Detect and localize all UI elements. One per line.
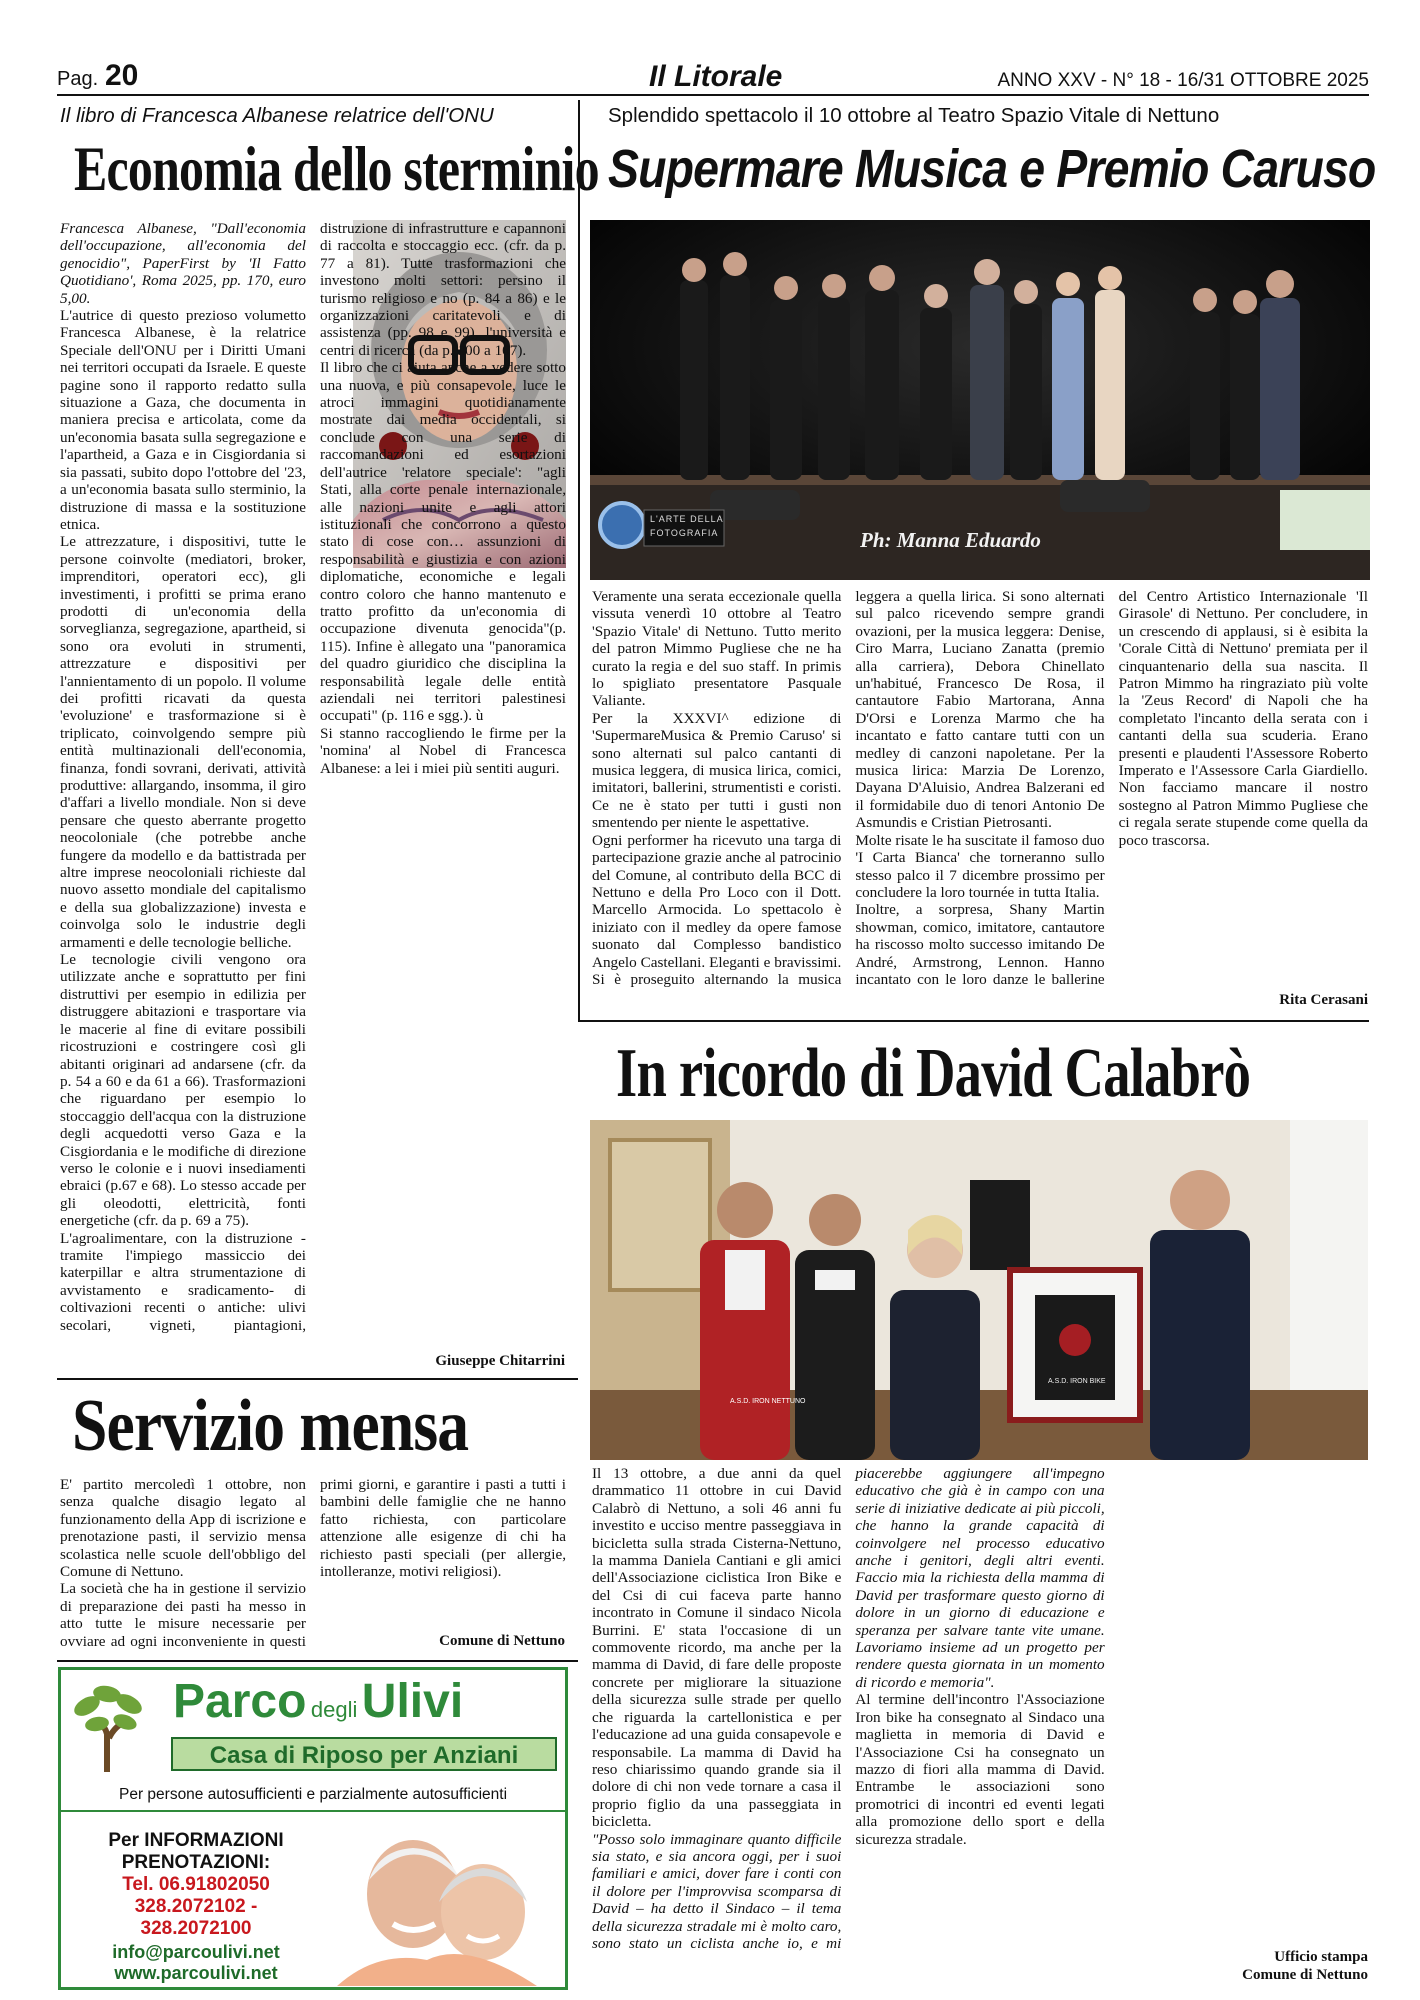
albanese-body: [60, 220, 566, 1350]
calabro-quote: "Posso solo immaginare quanto difficile sia stato, e sia ancora oggi, per i suoi familiari e amici, dover fare i conti con il dolore per l'improvvisa scomparsa di David – ha detto il Sindaco – il tema della sicurezza stradale mi è molto caro, sono stato un ciclista anche io, e mi piacerebbe aggiungere all'impegno educativo che già è in campo con una serie di iniziative dedicate ai più piccoli, che hanno la grande capacità di coinvolgere nel processo educativo anche i genitori, degli altri eventi. Faccio mia la richiesta della mamma di David per trasformare questo giorno di dolore in un giorno di educazione e speranza per salvare tante vite umane. Lavoriamo insieme ad un progetto per rendere questa giornata in un momento di ricordo e memoria".: [592, 1465, 1105, 1952]
ad-subtitle: Casa di Riposo per Anziani: [171, 1737, 557, 1771]
mensa-body: [60, 1476, 566, 1651]
masthead-rule: [57, 94, 1369, 96]
supermare-kicker: Splendido spettacolo il 10 ottobre al Teatro Spazio Vitale di Nettuno: [608, 104, 1220, 127]
ad-brand-word3: Ulivi: [361, 1675, 464, 1728]
ad-mobiles[interactable]: 328.2072102 - 328.2072100: [134, 1896, 258, 1939]
calabro-author-line1: Ufficio stampa: [1274, 1949, 1368, 1965]
calabro-para: Al termine dell'incontro l'Associazione Iron bike ha consegnato al Sindaco una maglietta in memoria di David e l'Associazione Csi ha consegnato un mazzo di fiori alla mamma di David. Entrambe le associazioni sono promotrici di incontri ed eventi legati alla promozione dello sport e della sicurezza stradale.: [855, 1691, 1105, 1848]
calabro-author-line2: Comune di Nettuno: [1242, 1967, 1368, 1983]
column-divider: [578, 100, 580, 1020]
page-number: 20: [105, 59, 139, 92]
photo-logo-line2: FOTOGRAFIA: [650, 528, 719, 538]
supermare-para: Molte risate le ha suscitate il famoso duo 'I Carta Bianca' che torneranno sullo stesso palco il 7 dicembre prossimo per concludere la loro tournée in tutta Italia.: [855, 831, 1105, 901]
mensa-author: Comune di Nettuno: [439, 1633, 565, 1649]
supermare-stage-photo: [590, 220, 1370, 580]
calabro-body: [592, 1465, 1368, 1958]
supermare-para: Per la XXXVI^ edizione di 'SupermareMusica & Premio Caruso' si sono alternati sul palco cantanti di musica leggera, di musica lirica, comici, imitatori, ballerini, strumentisti e coristi. Ce ne è stato per tutti i gusti non smentendo per niente le aspettative.: [592, 709, 842, 832]
calabro-photo: [590, 1120, 1368, 1460]
ad-brand-word1: Parco: [173, 1675, 307, 1728]
ad-info-line2: PRENOTAZIONI:: [121, 1852, 271, 1873]
ad-website[interactable]: www.parcoulivi.net: [114, 1963, 278, 1983]
albanese-para: Le tecnologie civili vengono ora utilizzate anche e soprattutto per fini distruttivi per esempio in edilizia per distruggere abitazioni e trasportare via le macerie al fine di evitare possibili ricostruzioni e costringere così gli abitanti originari ad andarsene (cfr. da p. 54 a 60 e da 61 a 66). Trasformazioni che riguardano per esempio lo stoccaggio dell'acqua con la distruzione degli acquedotti verso Gaza e la Cisgiordania e le modifiche di direzione verso le colonie e i nuovi insediamenti ebraici (p.67 e 68). Lo stesso accade per gli oleodotti, elettricità, fonti energetiche (cfr. da p. 69 a 75).: [60, 951, 306, 1230]
albanese-para: Il libro che ci aiuta anche a vedere sotto una nuova, e più consapevole, luce le atroci immagini quotidianamente mostrate dai media occidentali, si conclude con una serie di raccomandazioni ed esortazioni dell'autrice 'relatore speciale': "agli Stati, alla corte penale internazionale, alle nazioni unite e agli attori istituzionali che concorrono a questo stato di cose con… assunzioni di responsabilità e giustizia e con azioni diplomatiche, economiche e legali contro coloro che hanno mantenuto e tratto profitto da un'economia di occupazione divenuta genocida"(p. 115). Infine è allegato una "panoramica del quadro giuridico che disciplina la responsabilità legale delle entità aziendali nei territori palestinesi occupati" (p. 116 e sgg.). ù: [320, 359, 566, 725]
photo-logo-line1: L'ARTE DELLA: [650, 514, 724, 524]
ad-parco-degli-ulivi[interactable]: [58, 1667, 568, 1990]
photo-credit: Ph: Manna Eduardo: [860, 528, 1041, 552]
supermare-para: Inoltre, a sorpresa, Shany Martin showman, comico, imitatore, cantautore ha riscosso molto successo imitando De André, Armstrong, Lennon. Hanno incantato con le loro danze le ballerine del Centro Artistico Internazionale 'Il Girasole' di Nettuno. Per concludere, in un crescendo di applausi, si è esibita la 'Corale Città di Nettuno' premiata per il cinquantenario della sua nascita. Il Patron Mimmo ha ringraziato più volte la 'Zeus Record' di Napoli che ha completato l'incanto della serata con i cantanti della sua scuderia. Erano presenti e plaudenti l'Assessore Roberto Imperato e l'Assessore Carla Giardiello. Non facciamo mancare il nostro sostegno al Patron Mimmo Pugliese che ci regala serate stupende come quella da poco trascorsa.: [855, 588, 1368, 988]
ad-elderly-couple-photo: [317, 1820, 561, 1986]
albanese-book-info: Francesca Albanese, "Dall'economia dell'occupazione, all'economia del genocidio", PaperFirst by 'Il Fatto Quotidiano', Roma 2025, pp. 170, euro 5,00.: [60, 220, 306, 307]
albanese-para: L'autrice di questo prezioso volumetto Francesca Albanese, è la relatrice Speciale dell'ONU per i Diritti Umani nei territori occupati da Israele. E queste pagine sono il rapporto redatto sulla situazione a Gaza, che documenta in maniera precisa e articolata, come da un'economia basata sulla segregazione e l'apartheid, a Gaza e in Cisgiordania si sia passati, subito dopo l'ottobre del '23, a un'economia basata sullo sterminio, la distruzione di massa e la sostituzione etnica.: [60, 307, 306, 533]
albanese-para: L'agroalimentare, con la distruzione -tramite l'impiego massiccio dei katerpillar e altra strumentazione di avvistamento e sradicamento- di coltivazioni recenti o antiche: ulivi secolari, vigneti, piantagioni, distruzione di infrastrutture e capannoni di raccolta e stoccaggio ecc. (cfr. da p. 77 a 81). Tutte trasformazioni che investono molti settori: persino il turismo religioso e no (p. 84 a 86) e le organizzazioni caritatevoli e di assistenza (pp. 98 e 99), l'università e centri di ricerca (da p. 100 a 107).: [60, 220, 566, 1334]
supermare-title: Supermare Musica e Premio Caruso: [608, 139, 1376, 199]
section-rule: [57, 1378, 578, 1380]
albanese-para: Le attrezzature, i dispositivi, tutte le persone coinvolte (mediatori, broker, imprenditori, operatori ecc), gli investimenti, i profitti se prima erano prodotti di un'economia della sorveglianza, segregazione, apartheid, si sono ora evoluti in strumenti, attrezzature e dispositivi per l'annientamento di un popolo. Il volume dei profitti ricavati da questa 'evoluzione' e trasformazione si è triplicato, coinvolgendo sempre più entità multinazionali dell'economia, finanza, fondi sovrani, derivati, attività produttive: allargando, insomma, il giro d'affari a livello mondiale. Non si deve pensare che questo aberrante progetto neocoloniale (che potrebbe anche fungere da modello e da battistrada per altre imprese neocoloniali richieste dal nuovo assetto mondiale del capitalismo e della sua globalizzazione) investa e coinvolga solo le industrie degli armamenti e delle tecnologie belliche.: [60, 533, 306, 951]
ad-contacts: [81, 1830, 311, 1984]
section-rule: [578, 1020, 1369, 1022]
issue-info: ANNO XXV - N° 18 - 16/31 OTTOBRE 2025: [997, 70, 1369, 91]
ad-brand-word2: degli: [310, 1697, 358, 1722]
supermare-body: [592, 588, 1368, 993]
ad-info-line1: Per INFORMAZIONI: [108, 1830, 284, 1851]
olive-tree-icon: [67, 1676, 151, 1772]
page-prefix: Pag.: [57, 68, 99, 90]
supermare-author: Rita Cerasani: [1279, 992, 1368, 1008]
albanese-title: Economia dello sterminio: [74, 133, 599, 204]
ad-tagline: Per persone autosufficienti e parzialmente autosufficienti: [118, 1786, 508, 1803]
ad-email[interactable]: info@parcoulivi.net: [112, 1942, 280, 1962]
section-rule: [57, 1660, 578, 1662]
calabro-title: In ricordo di David Calabrò: [616, 1035, 1251, 1112]
ad-phone[interactable]: Tel. 06.91802050: [122, 1874, 270, 1895]
albanese-para: Si stanno raccogliendo le firme per la 'nomina' al Nobel di Francesca Albanese: a lei i miei più sentiti auguri.: [320, 724, 566, 777]
albanese-kicker: Il libro di Francesca Albanese relatrice dell'ONU: [60, 104, 494, 127]
calabro-para: Il 13 ottobre, a due anni da quel drammatico 11 ottobre in cui David Calabrò di Nettuno, a soli 46 anni fu investito e ucciso mentre passeggiava in bicicletta sulla strada Cisterna-Nettuno, la mamma Daniela Cantiani e gli amici dell'Associazione ciclistica Iron Bike e del Csi di cui faceva parte hanno incontrato in Comune il sindaco Nicola Burrini. E' stata l'occasione di un commovente ricordo, ma anche per la mamma di David, di fare delle proposte concrete per migliorare la situazione della sicurezza sulle strade per quello che riguarda la cartellonistica e per l'educazione ad una guida consapevole e responsabile. La mamma di David ha reso chiarissimo quando grande sia il dolore di chi non vede tornare a casa il proprio figlio da una passeggiata in bicicletta.: [592, 1465, 842, 1831]
ad-divider: [61, 1810, 565, 1812]
mensa-para: La società che ha in gestione il servizio di preparazione dei pasti ha messo in atto tutte le misure necessarie per ovviare ad ogni inconveniente in questi primi giorni, e garantire i pasti a tutti i bambini delle famiglie che ne hanno fatto richiesta, con particolare attenzione alle esigenze di chi ha richiesto pasti speciali (per allergie, intolleranze, motivi religiosi).: [60, 1476, 566, 1650]
masthead: [57, 58, 1369, 94]
supermare-para: Ogni performer ha ricevuto una targa di partecipazione grazie anche al patrocinio del Comune, al contributo della BCC di Nettuno e della Pro Loco con il Dott. Marcello Armocida. Lo spettacolo è iniziato con il medley da opere famose suonato dal Complesso bandistico Angelo Castellani. Eleganti e bravissimi. Si è proseguito alternando la musica leggera a quella lirica. Si sono alternati sul palco ricevendo sempre grandi ovazioni, per la musica leggera: Denise, Ciro Marra, Luciano Zanatta (premio alla carriera), Debora Chinellato un'habitué, Francesco De Rosa, il cantautore Fabio Martorana, Anna D'Orsi e Lorenza Marmo che ha incantato e fatto cantare tutti con un medley di canzoni napoletane. Per la musica lirica: Marzia De Lorenzo, Dayana D'Aluisio, Andrea Balzerani ed il formidabile duo di tenori Antonio De Asmundis e Cristian Pietrosanti.: [592, 588, 1105, 988]
supermare-para: Veramente una serata eccezionale quella vissuta venerdì 10 ottobre al Teatro 'Spazio Vitale' di Nettuno. Tutto merito del patron Mimmo Pugliese che ne ha curato la regia e del suo staff. In primis lo spigliato presentatore Pasquale Valiante.: [592, 588, 842, 710]
mensa-title: Servizio mensa: [72, 1385, 469, 1467]
shirt-text: A.S.D. IRON NETTUNO: [730, 1398, 806, 1405]
albanese-author: Giuseppe Chitarrini: [435, 1353, 565, 1369]
mensa-para: E' partito mercoledì 1 ottobre, non senza qualche disagio legato al funzionamento della App di iscrizione e prenotazione pasti, il servizio mensa scolastica nelle scuole dell'obbligo del Comune di Nettuno.: [60, 1476, 306, 1581]
jersey-text: A.S.D. IRON BIKE: [1048, 1378, 1106, 1385]
paper-name: Il Litorale: [649, 60, 783, 93]
ad-brand: [173, 1674, 463, 1729]
